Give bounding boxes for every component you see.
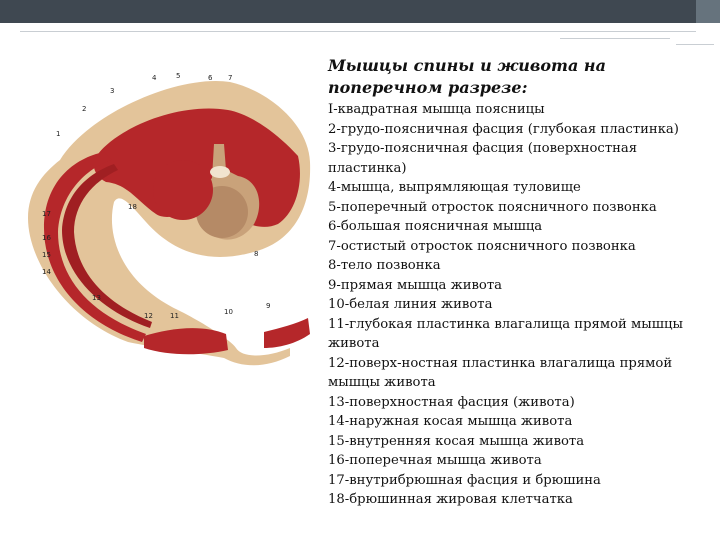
legend-item: 5-поперечный отросток поясничного позвонка [328,199,657,215]
figure-label: 4 [152,74,157,82]
figure-label: 1 [56,130,61,138]
figure-label: 8 [254,250,259,258]
decorative-rule [20,31,696,32]
legend-item: 12-поверх-ностная пластинка влагалища прямой мышцы живота [328,355,673,390]
legend-item: 15-внутренняя косая мышца живота [328,433,585,449]
legend-item: 11-глубокая пластинка влагалища прямой мышцы живота [328,316,684,351]
figure-label: 14 [42,268,51,276]
figure-label: 5 [176,72,181,80]
legend-item: 2-грудо-поясничная фасция (глубокая пластинка) [328,121,679,137]
figure-label: 17 [42,210,51,218]
figure-label: 6 [208,74,213,82]
figure-label: 9 [266,302,271,310]
figure-label: 11 [170,312,179,320]
legend-item: 17-внутрибрюшная фасция и брюшина [328,472,601,488]
title-bar [0,0,720,23]
legend-item: 9-прямая мышца живота [328,277,503,293]
legend-item: 8-тело позвонка [328,258,441,273]
decorative-rule [676,44,714,45]
legend-item: 16-поперечная мышца живота [328,453,542,468]
legend-item: 6-большая поясничная мышца [328,219,543,234]
legend-item: 7-остистый отросток поясничного позвонка [328,238,636,254]
legend-item: 13-поверхностная фасция (живота) [328,394,575,410]
legend-item: 18-брюшинная жировая клетчатка [328,492,573,507]
slide-title: Мышцы спины и живота на поперечном разрезе: [328,56,606,97]
cross-section-illustration [28,52,328,372]
figure-label: 12 [144,312,153,320]
figure-label: 15 [42,251,51,259]
figure-label: 10 [224,308,233,316]
figure-label: 13 [92,294,101,302]
figure-label: 16 [42,234,51,242]
legend-item: 3-грудо-поясничная фасция (поверхностная пластинка) [328,141,638,176]
figure-label: 18 [128,203,137,211]
legend-item: 14-наружная косая мышца живота [328,414,573,429]
anatomy-drawing [28,81,310,365]
title-bar-accent [696,0,720,23]
legend-list [328,100,713,510]
figure-label: 7 [228,74,233,82]
legend-item: 4-мышца, выпрямляющая туловище [328,180,581,195]
legend-item: I-квадратная мышца поясницы [328,102,545,117]
decorative-rule [560,38,670,39]
legend-item: 10-белая линия живота [328,297,493,312]
figure-label: 2 [82,105,87,113]
figure-label: 3 [110,87,115,95]
